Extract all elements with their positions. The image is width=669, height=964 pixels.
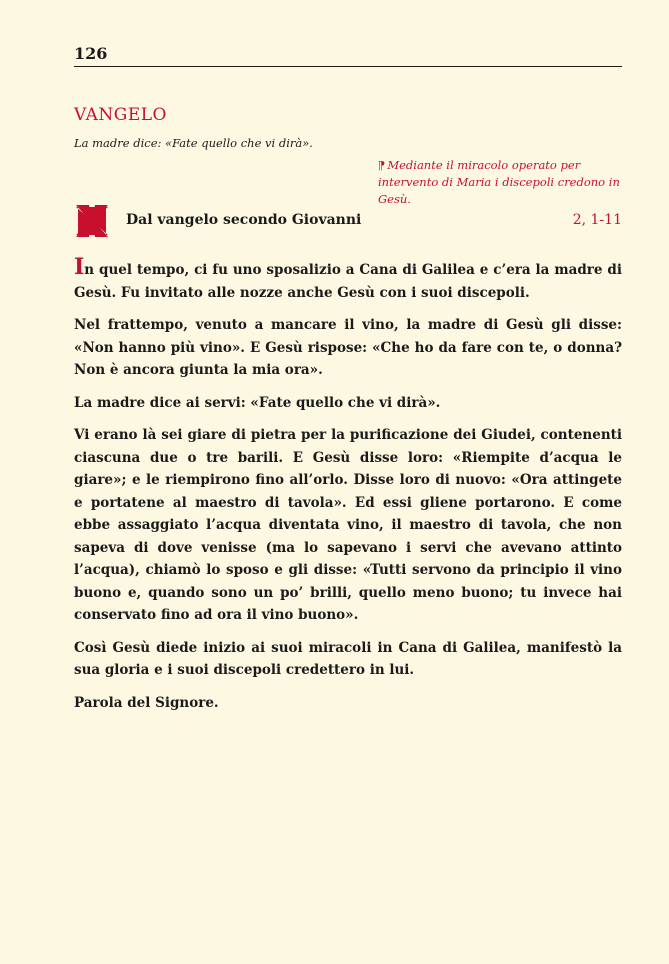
paragraph-2: Nel frattempo, venuto a mancare il vino, la madre di Gesù gli disse: «Non hanno più vino». E Gesù rispose: «Che ho da fare con te, o donna? Non è ancora giunta la mia ora». — [74, 317, 622, 378]
antiphon: La madre dice: «Fate quello che vi dirà». — [74, 136, 313, 150]
page-number: 126 — [74, 44, 108, 63]
cross-icon — [76, 205, 108, 237]
reading-source: Dal vangelo secondo Giovanni — [126, 212, 362, 228]
paragraph-4: Vi erano là sei giare di pietra per la purificazione dei Giudei, contenenti ciascuna due o tre barili. E Gesù disse loro: «Riempite d’acqua le giare»; e le riempirono fino all’orlo. Disse loro di nuovo: «Ora attingete e portatene al maestro di tavola». Ed essi gliene portarono. E come ebbe assaggiato l’acqua diventata vino, il maestro di tavola, che non sapeva di dove venisse (ma lo sapevano i servi che avevano attinto l’acqua), chiamò lo sposo e gli disse: «Tutti servono da principio il vino buono e, quando sono un po’ brilli, quello meno buono; tu invece hai conservato fino ad ora il vino buono». — [74, 427, 622, 623]
closing-acclamation: Parola del Signore. — [74, 694, 219, 711]
paragraph-5: Così Gesù diede inizio ai suoi miracoli in Cana di Galilea, manifestò la sua gloria e i suoi discepoli credettero in lui. — [74, 639, 622, 678]
paragraph-1-text: n quel tempo, ci fu uno sposalizio a Cana di Galilea e c’era la madre di Gesù. Fu invitato alle nozze anche Gesù con i suoi discepoli. — [74, 262, 622, 301]
section-title: VANGELO — [74, 105, 167, 125]
summary-text: Mediante il miracolo operato per intervento di Maria i discepoli credono in Gesù. — [378, 158, 620, 206]
reading-body — [74, 254, 622, 724]
drop-cap: I — [74, 254, 85, 280]
paragraph-3: La madre dice ai servi: «Fate quello che vi dirà». — [74, 394, 441, 411]
paragraph-1 — [74, 254, 622, 304]
summary — [378, 157, 624, 208]
reading-reference: 2, 1-11 — [572, 212, 622, 228]
paragraph-symbol-icon: ⁋ — [378, 158, 386, 172]
header-rule — [74, 66, 622, 67]
